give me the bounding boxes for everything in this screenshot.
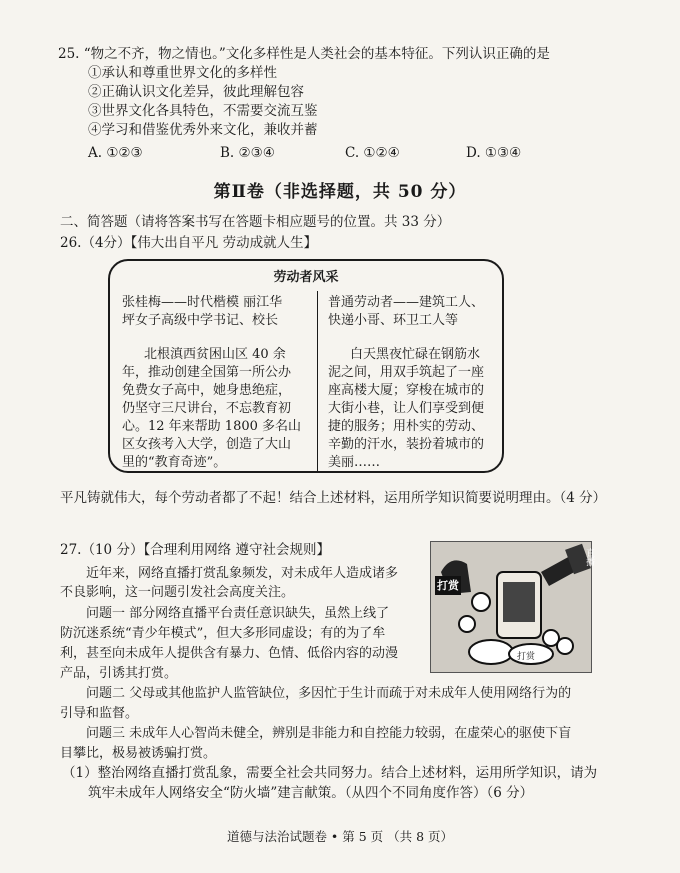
cartoon-illustration bbox=[430, 541, 592, 673]
q27-problem1-line: 产品，引诱其打赏。 bbox=[60, 666, 178, 681]
part-heading: 二、简答题（请将答案书写在答题卡相应题号的位置。共 33 分） bbox=[60, 214, 451, 230]
q26-box-title: 劳动者风采 bbox=[273, 270, 339, 285]
q26-right-line: 泥之间，用双手筑起了一座 bbox=[328, 365, 485, 380]
q26-right-line: 座高楼大厦；穿梭在城市的 bbox=[328, 383, 485, 398]
q25-option-b: B. ②③④ bbox=[220, 145, 275, 161]
q26-left-line: 年，推动创建全国第一所公办 bbox=[122, 365, 292, 380]
cartoon-label-reward-2: 打赏 bbox=[517, 652, 536, 662]
q26-right-title-1: 普通劳动者——建筑工人、 bbox=[328, 295, 485, 310]
q27-problem1-line: 防沉迷系统“青少年模式”，但大多形同虚设；有的为了牟 bbox=[60, 626, 386, 641]
q26-question: 平凡铸就伟大，每个劳动者都了不起！结合上述材料，运用所学知识简要说明理由。（4 分） bbox=[60, 490, 607, 506]
q26-left-line: 北根滇西贫困山区 40 余 bbox=[144, 347, 286, 362]
q27-sub1-line: （1）整治网络直播打赏乱象，需要全社会共同努力。结合上述材料，运用所学知识，请为 bbox=[62, 765, 598, 781]
q26-left-title-2: 坪女子高级中学书记、校长 bbox=[122, 313, 279, 328]
q27-problem3-line: 问题三 未成年人心智尚未健全，辨别是非能力和自控能力较弱，在虚荣心的驱使下盲 bbox=[86, 726, 572, 741]
q26-left-line: 仍坚守三尺讲台，不忘教育初 bbox=[122, 401, 292, 416]
q26-right-line: 捷的服务；用朴实的劳动、 bbox=[328, 419, 485, 434]
q25-option-d: D. ①③④ bbox=[466, 145, 522, 161]
q25-item-3: ③世界文化各具特色，不需要交流互鉴 bbox=[88, 103, 318, 119]
q27-heading: 27.（10 分）【合理利用网络 遵守社会规则】 bbox=[60, 542, 330, 558]
cartoon-label-reward: 打赏 bbox=[435, 576, 461, 595]
q27-sub1-line: 筑牢未成年人网络安全“防火墙”建言献策。（从四个不同角度作答）（6 分） bbox=[88, 785, 534, 801]
q26-right-line: 美丽…… bbox=[328, 455, 381, 470]
q26-right-title-2: 快递小哥、环卫工人等 bbox=[328, 313, 459, 328]
q26-left-line: 里的“教育奇迹”。 bbox=[122, 455, 227, 470]
q25-stem: 25. “物之不齐，物之情也。”文化多样性是人类社会的基本特征。下列认识正确的是 bbox=[58, 46, 550, 62]
q27-problem1-line: 利，甚至向未成年人提供含有暴力、色情、低俗内容的动漫 bbox=[60, 646, 399, 661]
q26-right-line: 辛勤的汗水，装扮着城市的 bbox=[328, 437, 485, 452]
cartoon-label-live: 直播 bbox=[584, 548, 594, 566]
q26-right-line: 白天黑夜忙碌在钢筋水 bbox=[350, 347, 481, 362]
q26-left-line: 心。12 年来帮助 1800 多名山 bbox=[122, 419, 302, 434]
q25-option-a: A. ①②③ bbox=[88, 145, 143, 161]
q25-item-4: ④学习和借鉴优秀外来文化，兼收并蓄 bbox=[88, 122, 318, 138]
q26-divider bbox=[317, 291, 318, 471]
q26-heading: 26.（4分）【伟大出自平凡 劳动成就人生】 bbox=[60, 235, 318, 251]
q26-left-title-1: 张桂梅——时代楷模 丽江华 bbox=[122, 295, 283, 310]
q27-para1-line: 近年来，网络直播打赏乱象频发，对未成年人造成诸多 bbox=[86, 566, 399, 581]
cartoon-drawing bbox=[431, 542, 591, 672]
q25-item-2: ②正确认识文化差异，彼此理解包容 bbox=[88, 84, 304, 100]
q26-left-line: 区女孩考入大学，创造了大山 bbox=[122, 437, 292, 452]
q27-para1-line: 不良影响，这一问题引发社会高度关注。 bbox=[60, 585, 295, 600]
q27-problem2-line: 引导和监督。 bbox=[60, 706, 139, 721]
q27-problem2-line: 问题二 父母或其他监护人监管缺位，多因忙于生计而疏于对未成年人使用网络行为的 bbox=[86, 686, 572, 701]
page-footer: 道德与法治试题卷 • 第 5 页 （共 8 页） bbox=[226, 829, 454, 844]
q26-left-line: 免费女子高中，她身患绝症， bbox=[122, 383, 292, 398]
q26-right-line: 大街小巷，让人们享受到便 bbox=[328, 401, 485, 416]
q26-material-box bbox=[108, 259, 504, 473]
section-title: 第Ⅱ卷（非选择题，共 50 分） bbox=[213, 182, 467, 202]
q27-problem3-line: 目攀比，极易被诱骗打赏。 bbox=[60, 746, 217, 761]
q27-problem1-line: 问题一 部分网络直播平台责任意识缺失，虽然上线了 bbox=[86, 606, 390, 621]
q25-item-1: ①承认和尊重世界文化的多样性 bbox=[88, 65, 277, 81]
q25-option-c: C. ①②④ bbox=[345, 145, 400, 161]
